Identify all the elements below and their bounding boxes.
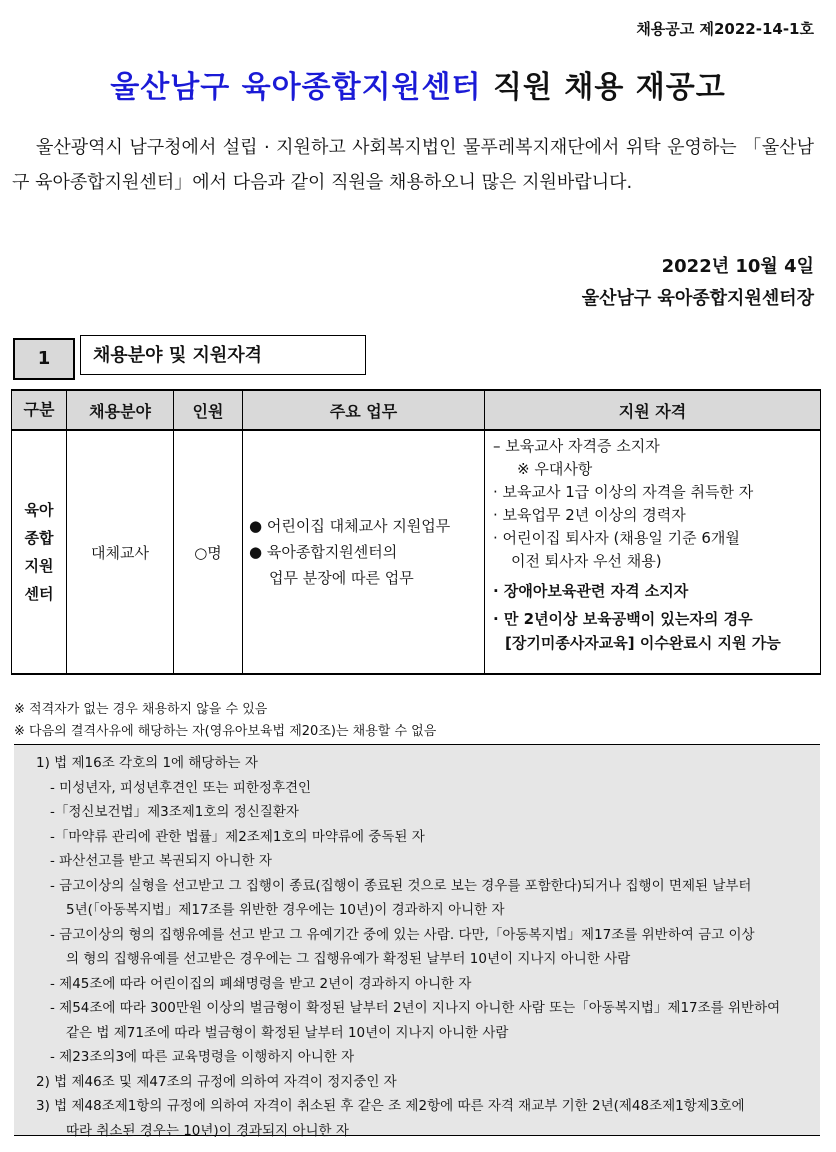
disqualification-item: - 금고이상의 실형을 선고받고 그 집행이 종료(집행이 종료된 것으로 보는 경우를 포함한다)되거나 집행이 면제된 날부터	[50, 877, 752, 894]
header-division: 구분	[12, 390, 67, 430]
division-line: 지원	[24, 557, 54, 575]
duty-item: 업무 분장에 따른 업무	[269, 569, 414, 587]
table-row	[12, 430, 821, 674]
qualification-bold-item: · 만 2년이상 보육공백이 있는자의 경우	[493, 610, 753, 628]
qualification-item: 이전 퇴사자 우선 채용)	[511, 552, 662, 570]
division-line: 센터	[24, 585, 54, 603]
header-count: 인원	[174, 390, 243, 430]
intro-paragraph: 울산광역시 남구청에서 설립 · 지원하고 사회복지법인 물푸레복지재단에서 위탁 운영하는 「울산남구 육아종합지원센터」에서 다음과 같이 직원을 채용하오니 많은 지원바랍니다.	[12, 137, 814, 193]
disqualification-item: - 미성년자, 피성년후견인 또는 피한정후견인	[50, 779, 312, 796]
qualification-item: – 보육교사 자격증 소지자	[493, 437, 660, 455]
qualification-bold-item: [장기미종사자교육] 이수완료시 지원 가능	[505, 634, 781, 652]
disqualification-item: - 파산선고를 받고 복권되지 아니한 자	[50, 853, 272, 869]
page-title	[0, 62, 836, 106]
qualification-bold-item: · 장애아보육관련 자격 소지자	[493, 582, 689, 600]
title-center-name: 울산남구 육아종합지원센터	[110, 70, 482, 105]
duty-item: ● 육아종합지원센터의	[249, 543, 398, 561]
header-field: 채용분야	[67, 390, 174, 430]
notice-date: 2022년 10월 4일	[661, 256, 814, 277]
qualification-item: · 어린이집 퇴사자 (채용일 기준 6개월	[493, 529, 740, 547]
disqualification-item: 따라 취소된 경우는 10년)이 경과되지 아니한 자	[66, 1122, 349, 1139]
note-disqualification: ※ 다음의 결격사유에 해당하는 자(영유아보육법 제20조)는 채용할 수 없음	[14, 724, 437, 739]
section-title: 채용분야 및 지원자격	[80, 335, 366, 375]
disqualification-item: 2) 법 제46조 및 제47조의 규정에 의하여 자격이 정지중인 자	[36, 1073, 397, 1090]
qualification-item: · 보육업무 2년 이상의 경력자	[493, 506, 686, 524]
table-header-row	[12, 390, 821, 430]
division-line: 육아	[24, 501, 54, 519]
duties-cell	[243, 430, 485, 674]
field-cell: 대체교사	[67, 430, 174, 674]
qualification-item: ※ 우대사항	[517, 460, 593, 478]
disqualification-item: - 제45조에 따라 어린이집의 폐쇄명령을 받고 2년이 경과하지 아니한 자	[50, 975, 472, 992]
header-duties: 주요 업무	[243, 390, 485, 430]
disqualification-item: -「정신보건법」제3조제1호의 정신질환자	[50, 804, 299, 820]
duty-item: ● 어린이집 대체교사 지원업무	[249, 517, 451, 535]
disqualification-box	[14, 744, 820, 1139]
division-line: 종합	[24, 529, 54, 547]
disqualification-item: 5년(「아동복지법」제17조를 위반한 경우에는 10년)이 경과하지 아니한 자	[66, 902, 505, 918]
title-recruit: 직원 채용 재공고	[492, 70, 726, 105]
note-no-qualified: ※ 적격자가 없는 경우 채용하지 않을 수 있음	[14, 702, 268, 717]
division-cell	[12, 430, 67, 674]
disqualification-item: 같은 법 제71조에 따라 벌금형이 확정된 날부터 10년이 지나지 아니한 사람	[66, 1024, 509, 1041]
header-qualifications: 지원 자격	[485, 390, 821, 430]
disqualification-item: 3) 법 제48조제1항의 규정에 의하여 자격이 취소된 후 같은 조 제2항에 따른 자격 재교부 기한 2년(제48조제1항제3호에	[36, 1098, 745, 1114]
disqualification-item: 의 형의 집행유예를 선고받은 경우에는 그 집행유예가 확정된 날부터 10년이 지나지 아니한 사람	[66, 951, 631, 967]
section-number: 1	[13, 338, 75, 380]
disqualification-item: - 금고이상의 형의 집행유예를 선고 받고 그 유예기간 중에 있는 사람. 다만,「아동복지법」제17조를 위반하여 금고 이상	[50, 926, 755, 943]
signer: 울산남구 육아종합지원센터장	[581, 288, 814, 309]
disqualification-item: - 제23조의3에 따른 교육명령을 이행하지 아니한 자	[50, 1049, 355, 1065]
disqualification-item: -「마약류 관리에 관한 법률」제2조제1호의 마약류에 중독된 자	[50, 828, 425, 845]
qualification-item: · 보육교사 1급 이상의 자격을 취득한 자	[493, 483, 754, 501]
disqualification-item: - 제54조에 따라 300만원 이상의 벌금형이 확정된 날부터 2년이 지나지 아니한 사람 또는「아동복지법」제17조를 위반하여	[50, 1000, 781, 1016]
disqualification-item: 1) 법 제16조 각호의 1에 해당하는 자	[36, 755, 258, 771]
recruitment-table	[11, 389, 821, 675]
notice-number: 채용공고 제2022-14-1호	[636, 20, 814, 38]
qualifications-cell	[485, 430, 821, 674]
count-cell: ○명	[174, 430, 243, 674]
